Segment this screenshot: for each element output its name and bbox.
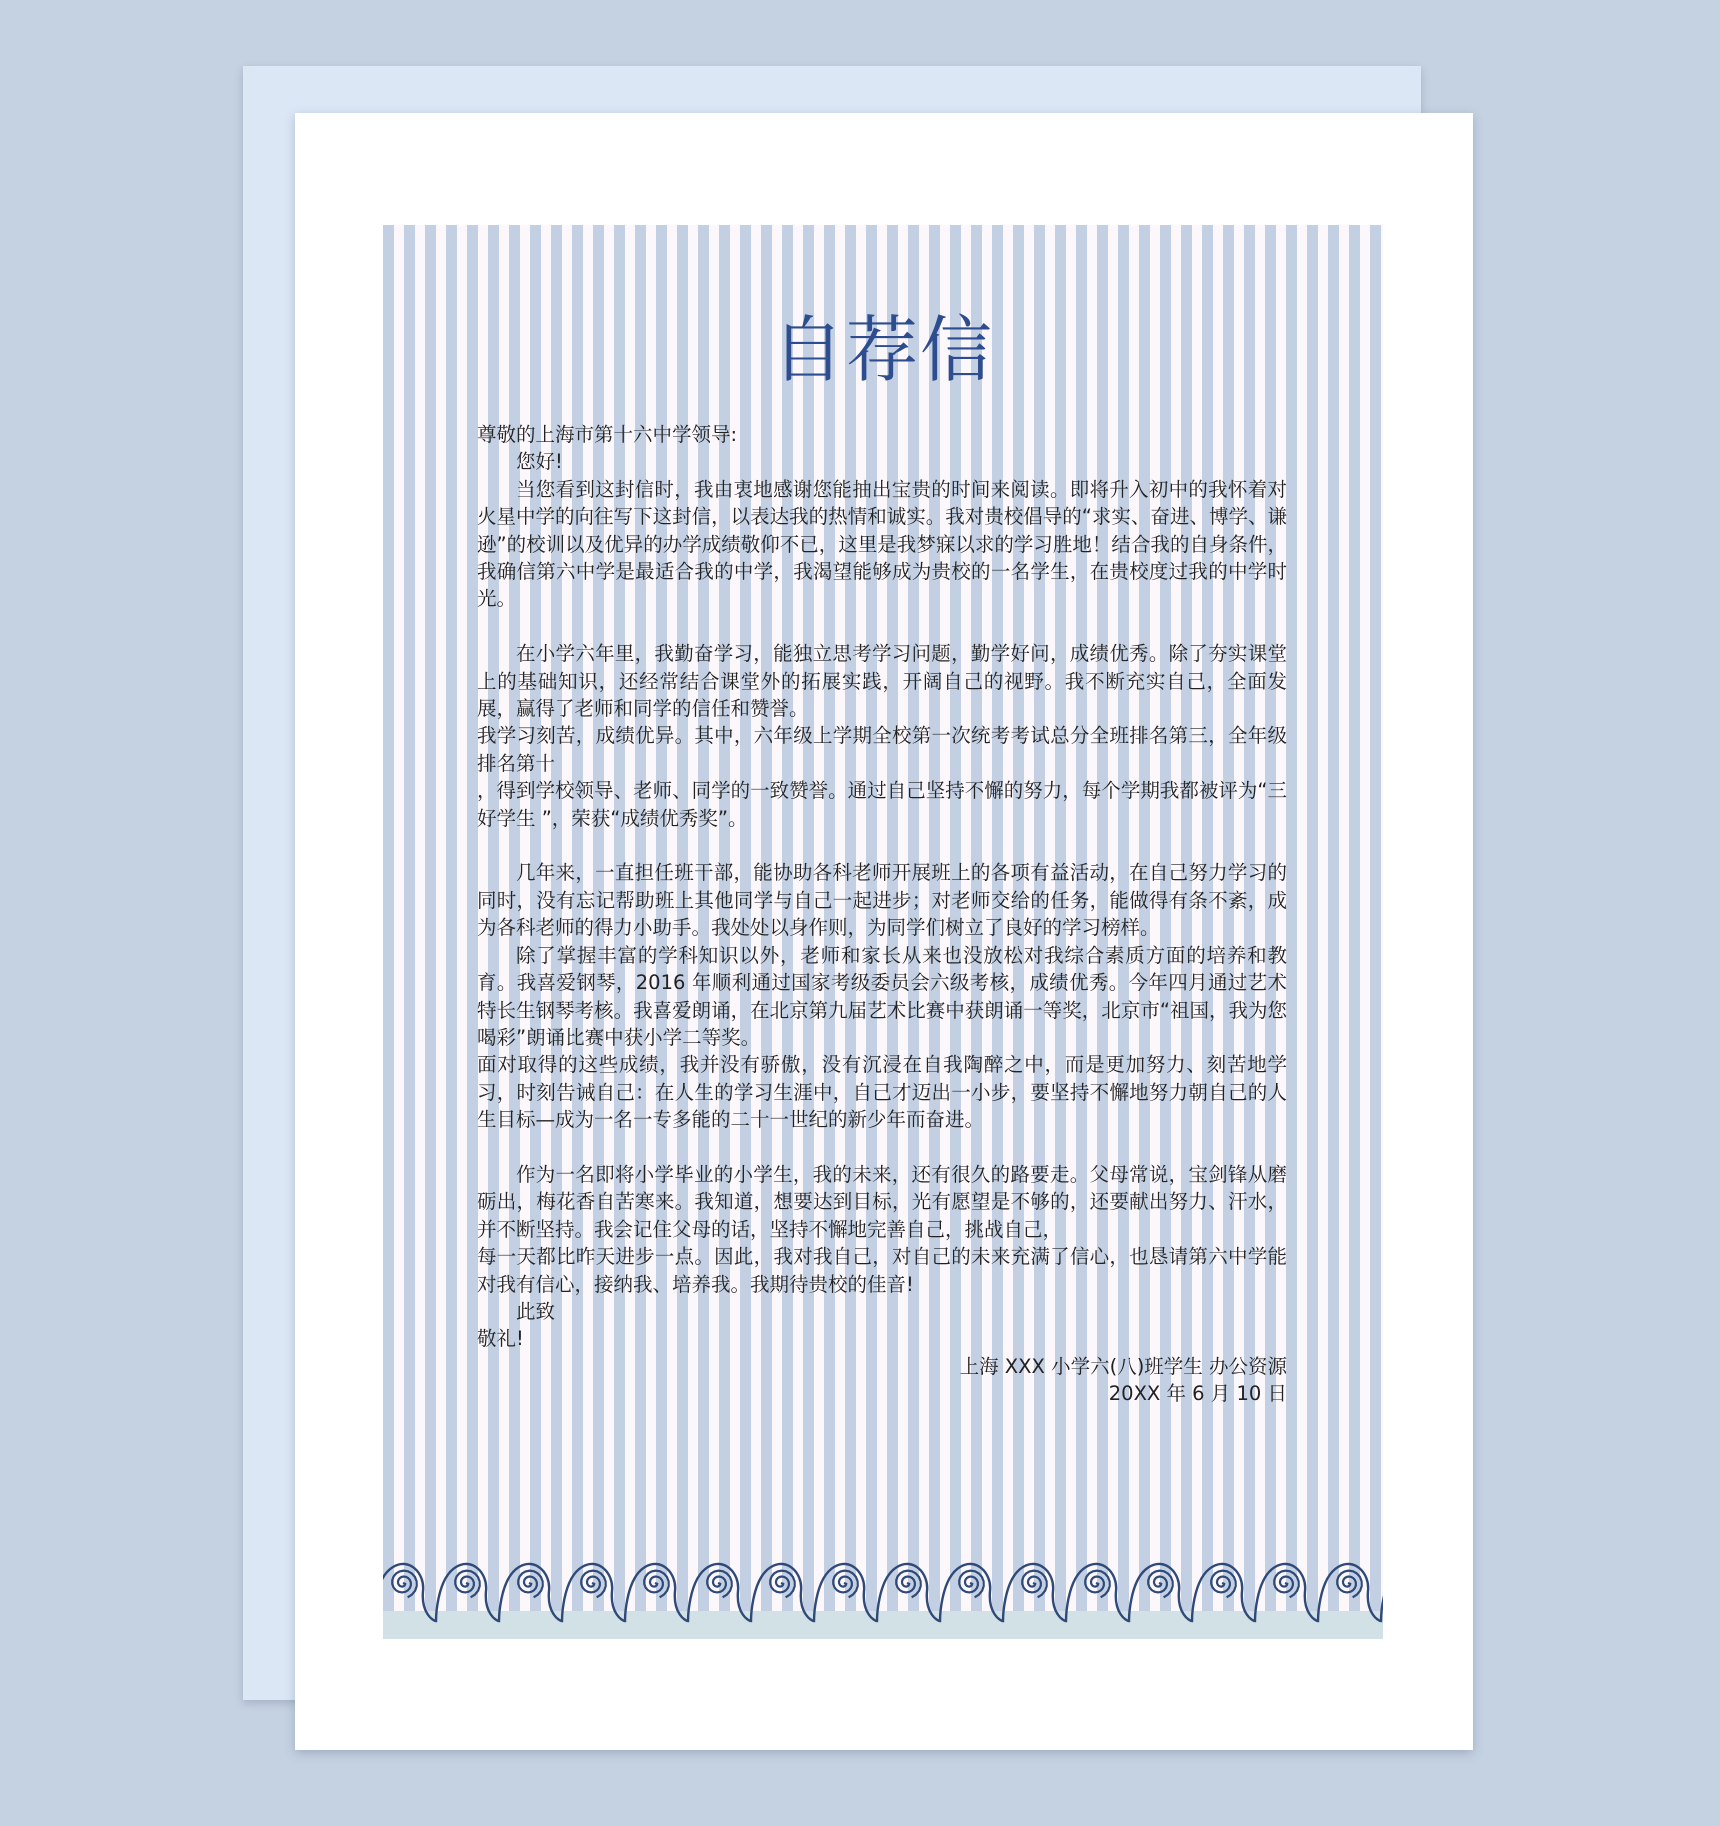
spiral-curl	[1274, 1571, 1298, 1598]
spiral-curl	[455, 1571, 479, 1598]
paragraph-grades: 我学习刻苦，成绩优异。其中，六年级上学期全校第一次统考考试总分全班排名第三，全年级排名第十	[477, 724, 1287, 775]
closing: 此致	[516, 1299, 556, 1323]
letter-title: 自荐信	[771, 308, 994, 392]
spiral-curl	[1022, 1571, 1046, 1598]
spiral-curl	[896, 1571, 920, 1598]
spiral-curl	[959, 1571, 983, 1598]
signature: 上海 XXX 小学六(八)班学生 办公资源	[959, 1354, 1287, 1378]
paragraph-gap	[477, 613, 1287, 640]
spiral-curl	[644, 1571, 668, 1598]
paragraph-gap	[477, 1134, 1287, 1161]
letter-date: 20XX 年 6 月 10 日	[1108, 1382, 1287, 1406]
paragraph-grades-cont: ，得到学校领导、老师、同学的一致赞誉。通过自己坚持不懈的努力，每个学期我都被评为“三好学生 ”，荣获“成绩优秀奖”。	[477, 779, 1287, 830]
front-paper-sheet	[295, 113, 1473, 1750]
paragraph-gap	[477, 832, 1287, 859]
spiral-curl	[392, 1571, 416, 1598]
spiral-curl	[1085, 1571, 1109, 1598]
spiral-curl	[770, 1571, 794, 1598]
spiral-curl	[1148, 1571, 1172, 1598]
spiral-curl	[707, 1571, 731, 1598]
spiral-curl	[581, 1571, 605, 1598]
regards: 敬礼!	[477, 1327, 524, 1351]
paragraph-study: 在小学六年里，我勤奋学习，能独立思考学习问题，勤学好问，成绩优秀。除了夯实课堂上的基础知识，还经常结合课堂外的拓展实践，开阔自己的视野。我不断充实自己，全面发展，赢得了老师和同学的信任和赞誉。	[477, 642, 1287, 721]
spiral-curl	[833, 1571, 857, 1598]
spiral-curl	[1211, 1571, 1235, 1598]
greeting: 您好!	[516, 450, 563, 474]
spiral-wave-icon	[383, 1539, 1383, 1639]
paragraph-future: 作为一名即将小学毕业的小学生，我的未来，还有很久的路要走。父母常说，宝剑锋从磨砺出，梅花香自苦寒来。我知道，想要达到目标，光有愿望是不够的，还要献出努力、汗水，并不断坚持。我会记住父母的话，坚持不懈地完善自己，挑战自己，	[477, 1162, 1287, 1241]
spiral-curl	[1337, 1571, 1361, 1598]
paragraph-class-cadre: 几年来，一直担任班干部，能协助各科老师开展班上的各项有益活动，在自己努力学习的同时，没有忘记帮助班上其他同学与自己一起进步；对老师交给的任务，能做得有条不紊，成为各科老师的得力小助手。我处处以身作则，为同学们树立了良好的学习榜样。	[477, 861, 1287, 940]
salutation: 尊敬的上海市第十六中学领导:	[477, 423, 738, 446]
spiral-curl	[518, 1571, 542, 1598]
paragraph-intro: 当您看到这封信时，我由衷地感谢您能抽出宝贵的时间来阅读。即将升入初中的我怀着对火星中学的向往写下这封信，以表达我的热情和诚实。我对贵校倡导的“求实、奋进、博学、谦逊”的校训以及优异的办学成绩敬仰不已，这里是我梦寐以求的学习胜地！结合我的自身条件，我确信第六中学是最适合我的中学，我渴望能够成为贵校的一名学生，在贵校度过我的中学时光。	[477, 477, 1287, 611]
paragraph-humility: 面对取得的这些成绩，我并没有骄傲，没有沉浸在自我陶醉之中，而是更加努力、刻苦地学习，时刻告诫自己：在人生的学习生涯中，自己才迈出一小步，要坚持不懈地努力朝自己的人生目标—成为一名一专多能的二十一世纪的新少年而奋进。	[477, 1053, 1287, 1132]
letter-body	[477, 421, 1287, 1408]
paragraph-talents: 除了掌握丰富的学科知识以外，老师和家长从来也没放松对我综合素质方面的培养和教育。我喜爱钢琴，2016 年顺利通过国家考级委员会六级考核，成绩优秀。今年四月通过艺术特长生钢琴考核。我喜爱朗诵，在北京第九届艺术比赛中获朗诵一等奖，北京市“祖国，我为您喝彩”朗诵比赛中获小学二等奖。	[477, 943, 1287, 1049]
striped-letter-area	[383, 225, 1383, 1639]
paragraph-confidence: 每一天都比昨天进步一点。因此，我对我自己，对自己的未来充满了信心，也恳请第六中学能对我有信心，接纳我、培养我。我期待贵校的佳音!	[477, 1245, 1287, 1296]
